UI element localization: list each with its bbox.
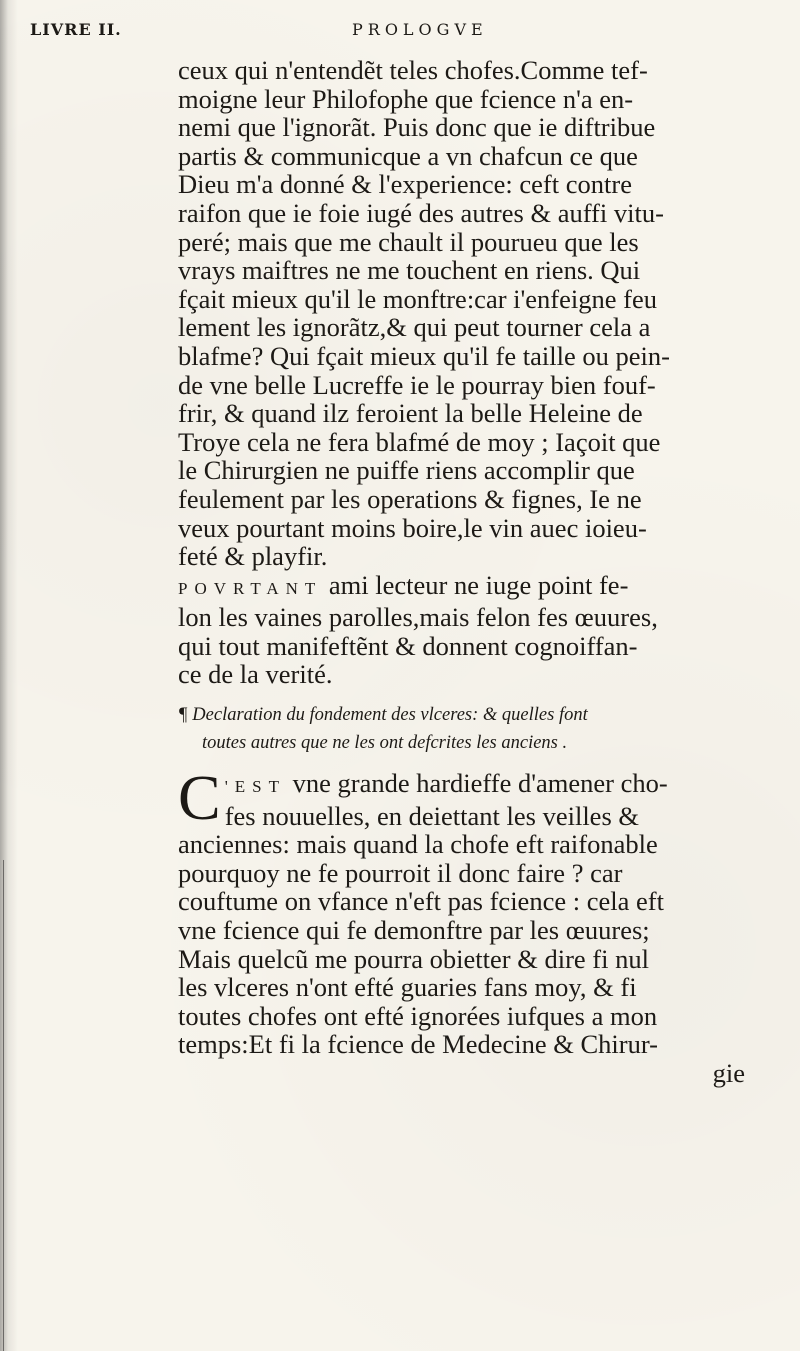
text-line: pourquoy ne fe pourroit il donc faire ? car	[178, 857, 623, 888]
text-line: raifon que ie foie iugé des autres & auffi vitu-	[178, 197, 664, 228]
text-line: fçait mieux qu'il le monftre:car i'enfeigne feu	[178, 283, 657, 314]
text-line: qui tout manifeftẽnt & donnent cognoiffan-	[178, 630, 638, 661]
running-head	[30, 20, 770, 48]
text-line: blafme? Qui fçait mieux qu'il fe taille ou pein-	[178, 340, 670, 371]
prologue-paragraph	[178, 56, 763, 571]
text-line: peré; mais que me chault il pourueu que les	[178, 226, 639, 257]
binding-gutter-line	[3, 860, 4, 1351]
text-line: les vlceres n'ont efté guaries fans moy, & fi	[178, 972, 637, 1003]
running-head-title: PROLOGVE	[352, 20, 488, 39]
text-line: temps:Et fi la fcience de Medecine & Chirur-	[178, 1029, 658, 1060]
text-line: de vne belle Lucreffe ie le pourray bien fouf-	[178, 369, 656, 400]
small-caps-word: 'EST	[224, 777, 286, 797]
text-line: toutes chofes ont efté ignorées iufques a mon	[178, 1000, 658, 1031]
section-heading	[178, 701, 763, 757]
text-line: lement les ignorãtz,& qui peut tourner cela a	[178, 312, 651, 343]
text-line: ceux qui n'entendẽt teles chofes.Comme tef-	[178, 55, 648, 85]
heading-line: toutes autres que ne les ont defcrites les anciens .	[202, 733, 568, 754]
text-line: Troye cela ne fera blafmé de moy ; Iaçoit que	[178, 426, 661, 457]
text-line: partis & communicque a vn chafcun ce que	[178, 140, 638, 171]
pourtant-paragraph	[178, 571, 763, 689]
text-line: lon les vaines parolles,mais felon fes œuures,	[178, 602, 658, 633]
running-head-book-number: LIVRE II.	[30, 20, 122, 39]
catchword: gie	[712, 1058, 745, 1088]
section-paragraph	[178, 762, 763, 1088]
text-line: feulement par les operations & fignes, Ie ne	[178, 483, 642, 514]
text-line: Dieu m'a donné & l'experience: ceft contre	[178, 169, 632, 200]
main-text-block	[178, 56, 763, 1088]
text-line: ce de la verité.	[178, 659, 333, 690]
small-caps-word: POVRTANT	[178, 578, 323, 598]
section-spacer	[178, 689, 763, 701]
text-line	[178, 769, 763, 802]
text-line: moigne leur Philofophe que fcience n'a en-	[178, 83, 634, 114]
text-line: fes nouuelles, en deiettant les veilles &	[224, 800, 639, 831]
text-line: anciennes: mais quand la chofe eft raifonable	[178, 829, 658, 860]
heading-line: ¶ Declaration du fondement des vlceres: & quelles font	[178, 705, 588, 726]
drop-cap-initial: C	[178, 762, 221, 834]
text-run: ami lecteur ne iuge point fe-	[322, 569, 629, 600]
text-line: feté & playfir.	[178, 541, 328, 572]
text-line: veux pourtant moins boire,le vin auec ioieu-	[178, 512, 647, 543]
text-line: frir, & quand ilz feroient la belle Heleine de	[178, 398, 643, 429]
text-run: vne grande hardieffe d'amener cho-	[285, 768, 668, 799]
text-line: le Chirurgien ne puiffe riens accomplir que	[178, 455, 635, 486]
text-line: Mais quelcũ me pourra obietter & dire fi nul	[178, 943, 649, 974]
text-line: vne fcience qui fe demonftre par les œuures;	[178, 915, 650, 946]
text-line	[178, 571, 763, 604]
text-line: couftume on vfance n'eft pas fcience : cela eft	[178, 886, 664, 917]
text-line: vrays maiftres ne me touchent en riens. Qui	[178, 255, 641, 286]
text-line: nemi que l'ignorãt. Puis donc que ie diftribue	[178, 112, 656, 143]
